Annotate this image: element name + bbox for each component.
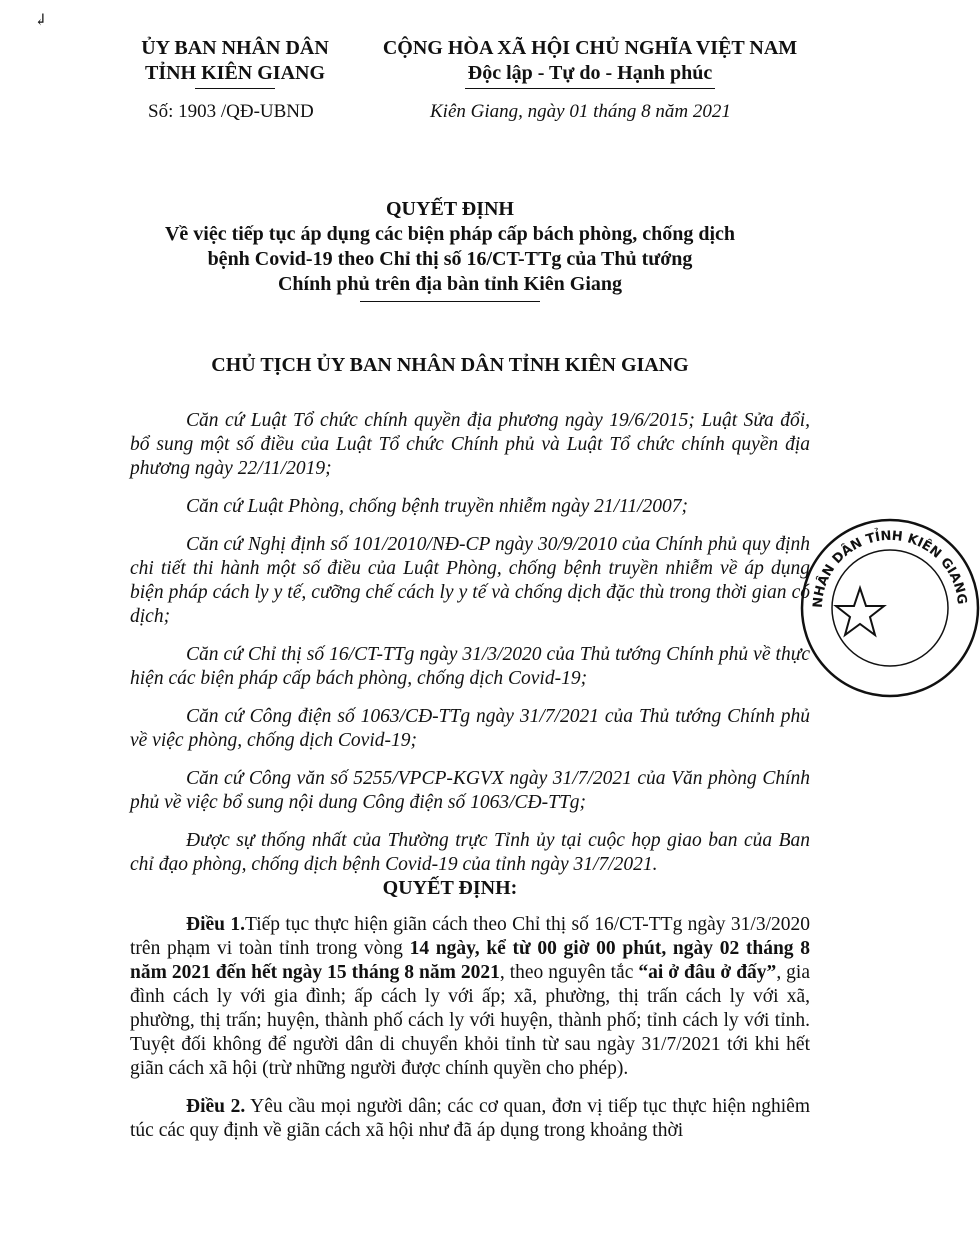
article-2 [130, 1095, 810, 1143]
document-title [150, 197, 750, 302]
legal-basis [130, 409, 810, 891]
issuing-agency [130, 36, 340, 89]
title-line-2: bệnh Covid-19 theo Chỉ thị số 16/CT-TTg của Thủ tướng [207, 248, 693, 270]
decision-heading: QUYẾT ĐỊNH: [382, 877, 518, 899]
national-motto [380, 36, 800, 89]
articles [130, 913, 810, 1157]
agency-underline [195, 88, 275, 89]
motto-underline [465, 88, 715, 89]
document-date: Kiên Giang, ngày 01 tháng 8 năm 2021 [430, 101, 731, 122]
basis-paragraph: Được sự thống nhất của Thường trực Tỉnh ủy tại cuộc họp giao ban của Ban chỉ đạo phòng, chống dịch bệnh Covid-19 của tỉnh ngày 31/7/2021. [130, 830, 810, 875]
country-name: CỘNG HÒA XÃ HỘI CHỦ NGHĨA VIỆT NAM [382, 37, 798, 59]
title-line-1: Về việc tiếp tục áp dụng các biện pháp cấp bách phòng, chống dịch [164, 223, 736, 245]
basis-paragraph: Căn cứ Công văn số 5255/VPCP-KGVX ngày 31/7/2021 của Văn phòng Chính phủ về việc bổ sung nội dung Công điện số 1063/CĐ-TTg; [130, 768, 810, 813]
seal-inner-ring [832, 550, 948, 666]
title-heading: QUYẾT ĐỊNH [386, 198, 514, 220]
motto: Độc lập - Tự do - Hạnh phúc [467, 62, 713, 84]
agency-line-1: ỦY BAN NHÂN DÂN [141, 37, 329, 59]
article-1-text-2: , theo nguyên tắc [499, 962, 639, 983]
title-line-3: Chính phủ trên địa bàn tỉnh Kiên Giang [277, 273, 622, 295]
seal-star-icon [836, 588, 884, 635]
article-1 [130, 913, 810, 1081]
article-1-text-3: , gia đình cách ly với gia đình; ấp cách ly với ấp; xã, phường, thị trấn cách ly với xã, phường, thị trấn; huyện, thành phố cách ly với huyện, thành phố; tỉnh cách ly với tỉnh. Tuyệt đối không để người dân di chuyển khỏi tỉnh từ sau ngày 31/7/2021 tới khi hết giãn cách xã hội (trừ những người được chính quyền cho phép). [130, 962, 810, 1079]
title-underline [360, 301, 540, 302]
basis-paragraph: Căn cứ Luật Phòng, chống bệnh truyền nhiễm ngày 21/11/2007; [186, 496, 689, 517]
document-number: Số: 1903 /QĐ-UBND [148, 101, 314, 122]
corner-mark: ↲ [34, 12, 48, 29]
issuing-authority: CHỦ TỊCH ỦY BAN NHÂN DÂN TỈNH KIÊN GIANG [211, 354, 689, 376]
article-1-bold-2: “ai ở đâu ở đấy” [638, 962, 777, 983]
article-1-bold-1: 14 ngày, kể từ 00 giờ 00 phút, ngày 02 tháng 8 năm 2021 đến hết ngày 15 tháng 8 năm 2021 [130, 938, 810, 983]
article-2-label: Điều 2. [186, 1096, 246, 1117]
seal-outer-ring [802, 520, 978, 696]
basis-paragraph: Căn cứ Công điện số 1063/CĐ-TTg ngày 31/7/2021 của Thủ tướng Chính phủ về việc phòng, chống dịch Covid-19; [130, 706, 810, 751]
article-1-label: Điều 1. [186, 914, 245, 935]
article-2-text: Yêu cầu mọi người dân; các cơ quan, đơn vị tiếp tục thực hiện nghiêm túc các quy định về giãn cách xã hội như đã áp dụng trong khoảng thời [130, 1096, 810, 1141]
official-seal [800, 518, 980, 698]
agency-line-2: TỈNH KIÊN GIANG [144, 62, 326, 84]
seal-text: NHÂN DÂN TỈNH KIÊN GIANG [810, 528, 970, 609]
basis-paragraph: Căn cứ Luật Tổ chức chính quyền địa phương ngày 19/6/2015; Luật Sửa đổi, bổ sung một số điều của Luật Tổ chức Chính phủ và Luật Tổ chức chính quyền địa phương ngày 22/11/2019; [130, 410, 810, 479]
basis-paragraph: Căn cứ Chỉ thị số 16/CT-TTg ngày 31/3/2020 của Thủ tướng Chính phủ về thực hiện các biện pháp cấp bách phòng, chống dịch Covid-19; [130, 644, 810, 689]
basis-paragraph: Căn cứ Nghị định số 101/2010/NĐ-CP ngày 30/9/2010 của Chính phủ quy định chi tiết thi hành một số điều của Luật Phòng, chống bệnh truyền nhiễm về áp dụng biện pháp cách ly y tế, cưỡng chế cách ly y tế và chống dịch đặc thù trong thời gian có dịch; [130, 534, 810, 627]
article-1-text-1: Tiếp tục thực hiện giãn cách theo Chỉ thị số 16/CT-TTg ngày 31/3/2020 trên phạm vi toàn tỉnh trong vòng [130, 914, 810, 959]
